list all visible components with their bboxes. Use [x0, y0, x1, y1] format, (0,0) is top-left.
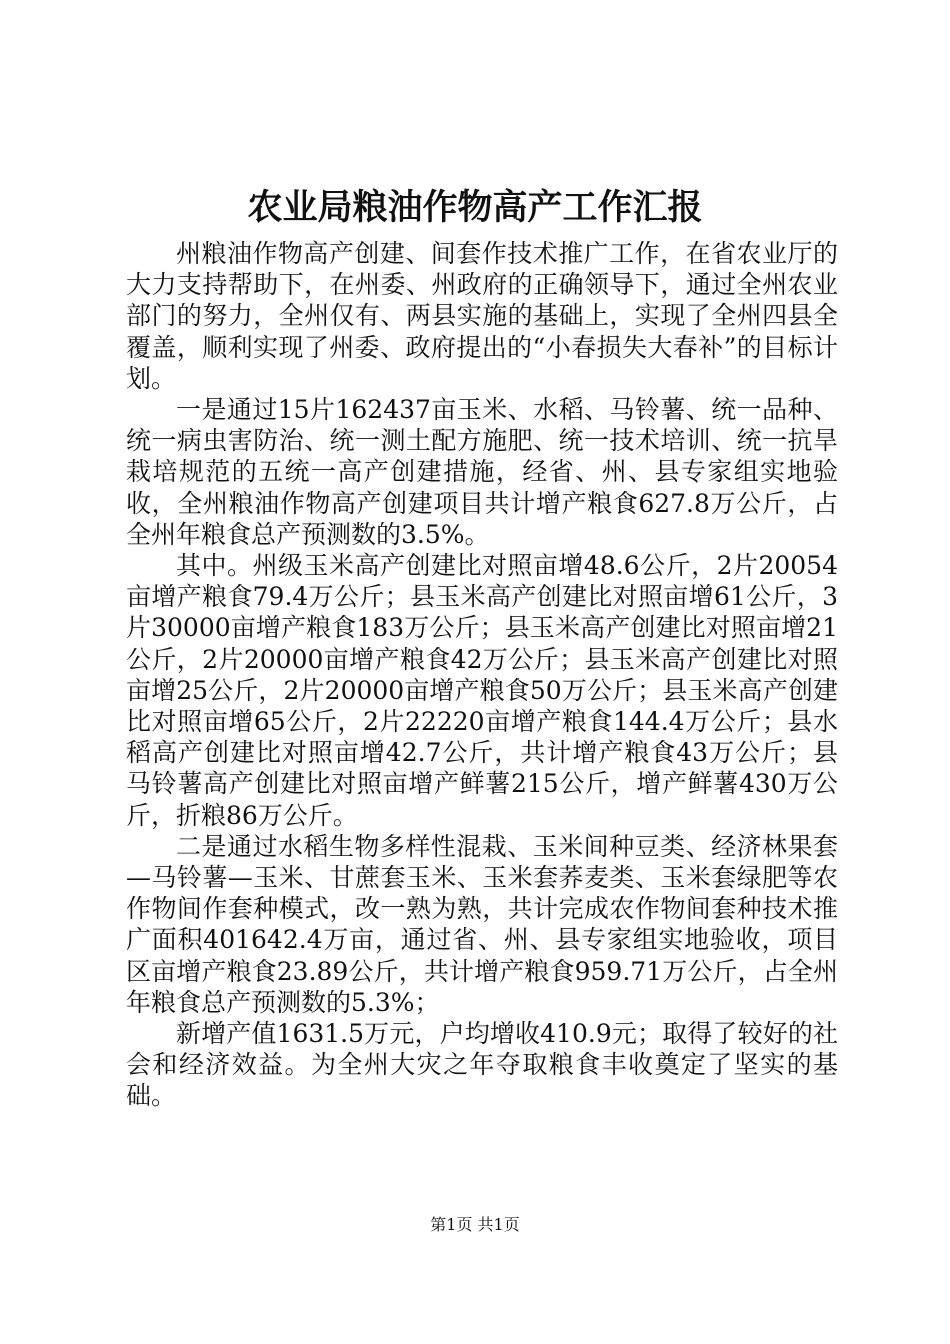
- document-body: [126, 238, 838, 1112]
- document-title: 农业局粮油作物高产工作汇报: [247, 187, 703, 228]
- paragraph-conclusion: 新增产值1631.5万元，户均增收410.9元；取得了较好的社会和经济效益。为全州大灾之年夺取粮食丰收奠定了坚实的基础。: [126, 1019, 838, 1111]
- page-footer: 第1页 共1页: [430, 1215, 520, 1234]
- paragraph-second-point: 二是通过水稻生物多样性混栽、玉米间种豆类、经济林果套—马铃薯—玉米、甘蔗套玉米、玉米套荞麦类、玉米套绿肥等农作物间作套种模式，改一熟为熟，共计完成农作物间套种技术推广面积401642.4万亩，通过省、州、县专家组实地验收，项目区亩增产粮食23.89公斤，共计增产粮食959.71万公斤，占全州年粮食总产预测数的5.3%；: [126, 831, 838, 1017]
- paragraph-intro: 州粮油作物高产创建、间套作技术推广工作，在省农业厅的大力支持帮助下，在州委、州政府的正确领导下，通过全州农业部门的努力，全州仅有、两县实施的基础上，实现了全州四县全覆盖，顺利实现了州委、政府提出的“小春损失大春补”的目标计划。: [126, 239, 838, 393]
- paragraph-first-point: 一是通过15片162437亩玉米、水稻、马铃薯、统一品种、统一病虫害防治、统一测土配方施肥、统一技术培训、统一抗旱栽培规范的五统一高产创建措施，经省、州、县专家组实地验收，全州粮油作物高产创建项目共计增产粮食627.8万公斤，占全州年粮食总产预测数的3.5%。: [126, 395, 838, 549]
- paragraph-details: 其中。州级玉米高产创建比对照亩增48.6公斤，2片20054亩增产粮食79.4万公斤；县玉米高产创建比对照亩增61公斤，3片30000亩增产粮食183万公斤；县玉米高产创建比对照亩增21公斤，2片20000亩增产粮食42万公斤；县玉米高产创建比对照亩增25公斤，2片20000亩增产粮食50万公斤；县玉米高产创建比对照亩增65公斤，2片22220亩增产粮食144.4万公斤；县水稻高产创建比对照亩增42.7公斤，共计增产粮食43万公斤；县马铃薯高产创建比对照亩增产鲜薯215公斤，增产鲜薯430万公斤，折粮86万公斤。: [126, 551, 838, 830]
